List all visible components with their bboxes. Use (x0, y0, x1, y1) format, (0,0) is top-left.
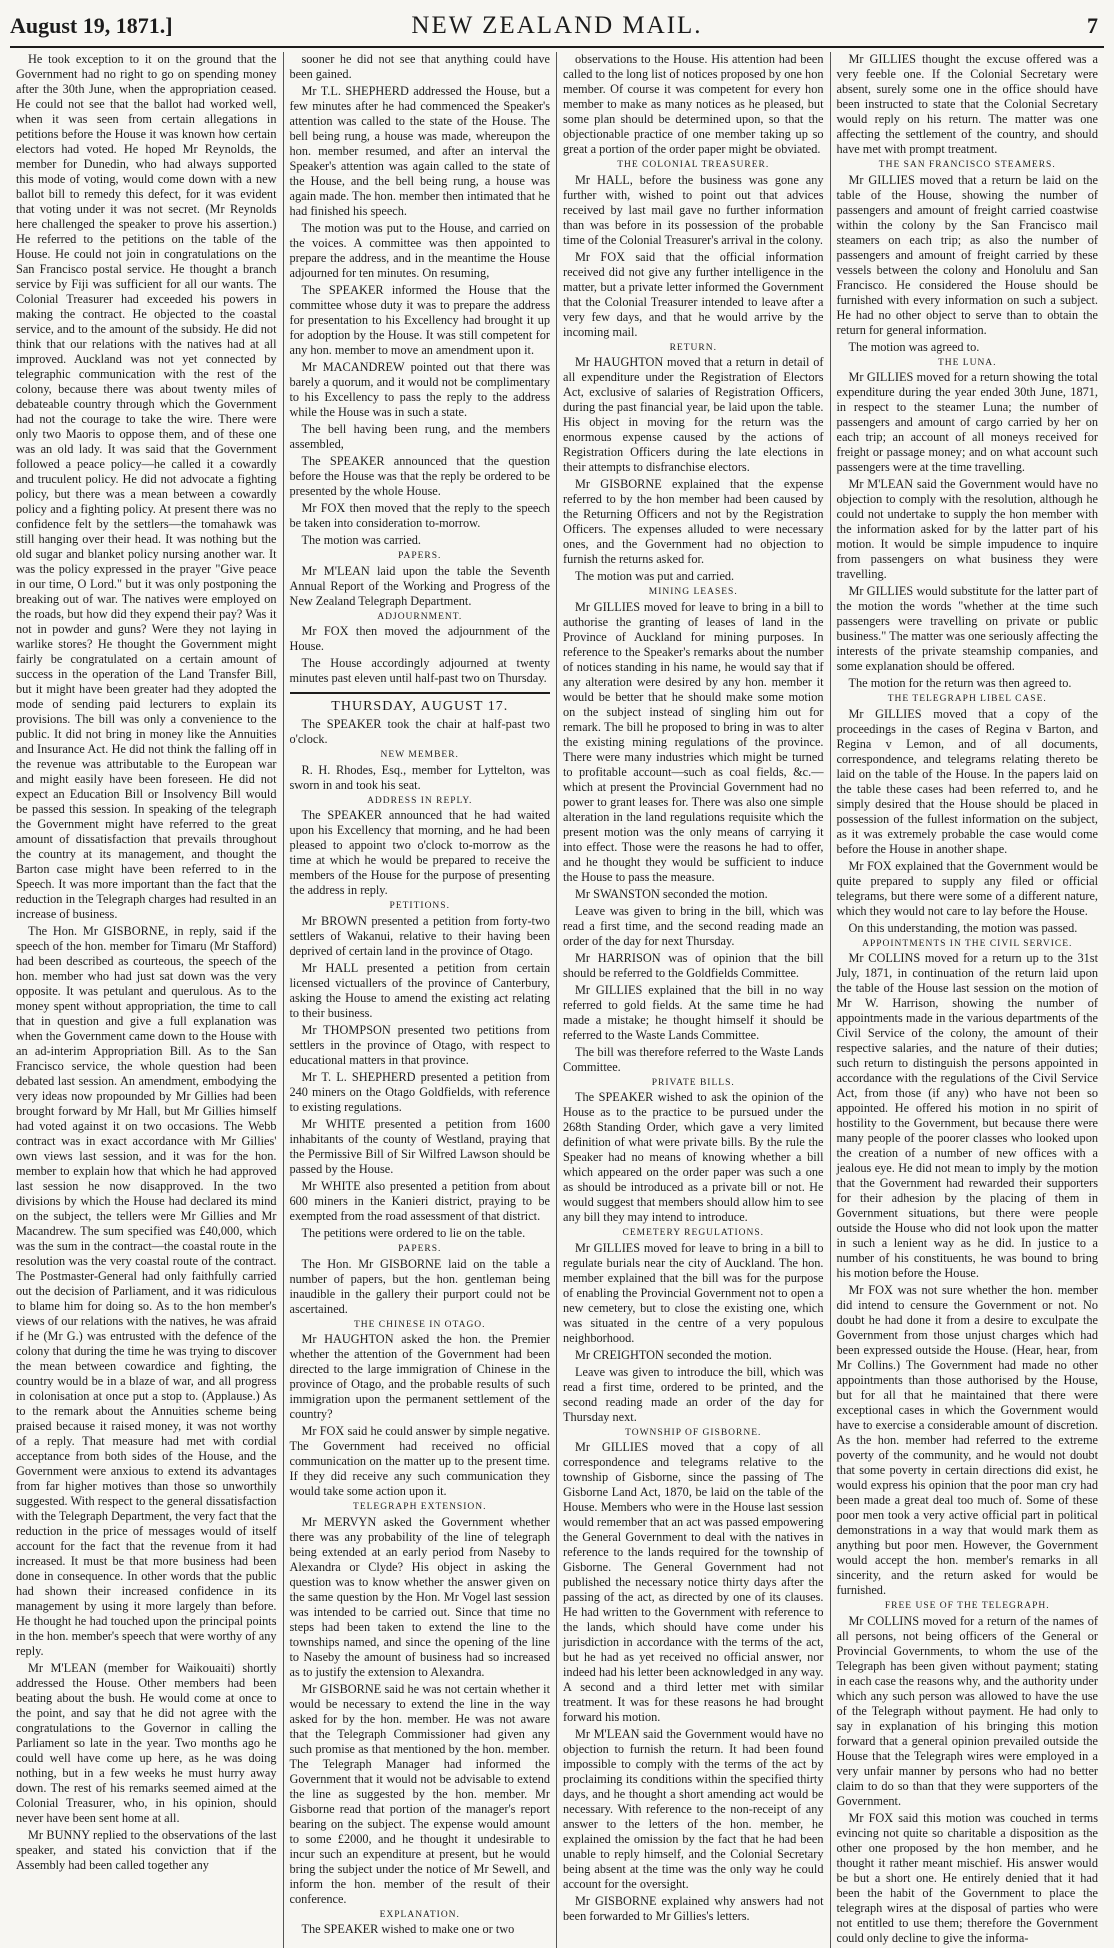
paragraph: Mr GILLIES moved that a return be laid on the table of the House, showing the number of passengers and amount of freight carried coastwise within the colony by the San Francisco mail steamers on each trip; as also the number of passengers and amount of freight carried by these vessels between the colony and Honolulu and San Francisco. He considered the House should be furnished with every information on such a subject. He had no other object to serve than to obtain the return for general information. (836, 172, 1098, 337)
paragraph: Mr M'LEAN laid upon the table the Seventh Annual Report of the Working and Progress of the New Zealand Telegraph Department. (289, 563, 550, 608)
paragraph: Mr COLLINS moved for a return of the names of all persons, not being officers of the General or Provincial Governments, to whom the use of the Telegraph has been given without payment; stating in each case the reasons why, and the authority under which any such person was allowed to have the use of the Telegraph without payment. He had only to say in explanation of his bringing this motion forward that a general opinion prevailed outside the House that the Telegraph wires were employed in a very unfair manner by persons who had no better claim to do so than that they were supporters of the Government. (836, 1613, 1098, 1808)
paragraph: Mr BROWN presented a petition from forty-two settlers of Wakanui, relative to their having been deprived of certain land in the province of Otago. (289, 913, 550, 958)
paragraph: Mr CREIGHTON seconded the motion. (575, 1347, 772, 1362)
paragraph: The Hon. Mr GISBORNE laid on the table a number of papers, but the hon. gentleman being inaudible in the gallery their purport could not be ascertained. (289, 1256, 550, 1316)
masthead (10, 6, 1104, 48)
section-heading: NEW MEMBER. (380, 750, 459, 761)
paragraph: The bill was therefore referred to the Waste Lands Committee. (563, 1044, 824, 1074)
section-heading: PETITIONS. (389, 901, 450, 912)
paragraph: Mr BUNNY replied to the observations of the last speaker, and stated his conviction that if the Assembly had been called together any (16, 1828, 277, 1872)
section-heading: THE COLONIAL TREASURER. (617, 160, 770, 170)
paragraph: Mr GILLIES thought the excuse offered was a very feeble one. If the Colonial Secretary were absent, surely some one in the office should have been instructed to state that the Colonial Secretary would reply on his return. The matter was one affecting the settlement of the country, and should have met with prompt treatment. (836, 52, 1098, 156)
paragraph: sooner he did not see that anything could have been gained. (289, 52, 550, 81)
section-heading: PAPERS. (398, 551, 442, 561)
paragraph: The petitions were ordered to lie on the table. (301, 1225, 526, 1240)
paragraph: The motion was put to the House, and carried on the voices. A committee was then appointed to prepare the address, and in the meantime the House adjourned for ten minutes. On resuming, (289, 221, 550, 280)
paragraph: R. H. Rhodes, Esq., member for Lyttelton, was sworn in and took his seat. (289, 762, 550, 792)
paragraph: He took exception to it on the ground that the Government had no right to go on spending money after the 30th June, when the appropriation ceased. He could not see that the ballot had worked well, when it was seen from certain allegations in petitions before the House it was known how certain electors had voted. He hoped Mr Reynolds, the member for Dunedin, who had always supported this mode of voting, would come down with a new ballot bill to remedy this defect, for it was evident that voting under it was not secret. (Mr Reynolds here challenged the speaker to prove his assertion.) He referred to the petitions on the table of the House. He could not join in congratulations on the San Francisco postal service. He thought a branch service by Fiji was sufficient for all our wants. The Colonial Treasurer had exceeded his powers in making the contract. He objected to the coastal service, and to the amount of the subsidy. He did not think that our relations with the natives had at all improved. Auckland was not yet connected by telegraphic communication with the rest of the colony, because there was about twenty miles of debateable country through which the Government had not the courage to take the wire. There were only two Maoris to oppose them, and of these one was an old lady. It was said that the Government followed a peace policy—he called it a cowardly and truculent policy. He did not advocate a fighting policy, but there was a mean between a cowardly policy and a fighting policy. At present there was no confidence felt by the settlers—the tomahawk was still hanging over their head. It was nothing but the old sugar and blanket policy nursing another war. It was the policy expressed in the prayer "Give peace in our time, O Lord." but it was only postponing the breaking out of war. The natives were employed on the roads, but how did they expend their pay? Was it not in powder and guns? Were they not laying in warlike stores? He thought the Government might fairly be congratulated on a certain amount of success in the operation of the Land Transfer Bill, but it might have been greater had they adopted the mode of sending paid lecturers to explain its provisions. The bill was only a convenience to the public. It did not bring in money like the Annuities and Insurance Act. He did not think the falling off in the revenue was attributable to the European war and might easily have been foreseen. He did not expect an Education Bill or Insolvency Bill would be passed this session. In speaking of the telegraph the Government might have referred to the great amount of dissatisfaction that prevails throughout the country at its management, and thought the Barton case might have been referred to in the Speech. It was more important than the fact that the reduction in the Telegraph charges had resulted in an increase of business. (16, 52, 277, 921)
column-3 (557, 52, 831, 1948)
paragraph: On this understanding, the motion was passed. (848, 920, 1078, 935)
paragraph: Mr T. L. SHEPHERD presented a petition from 240 miners on the Otago Goldfields, with reference to existing regulations. (289, 1069, 550, 1114)
paragraph: The SPEAKER informed the House that the committee whose duty it was to prepare the address for presentation to his Excellency had brought it up for adoption by the House. It was still competent for any hon. member to move an amendment upon it. (289, 283, 550, 357)
paragraph: Mr FOX explained that the Government would be quite prepared to supply any filed or official telegrams, but there were some of a different nature, which they would not care to lay before the House. (836, 858, 1098, 918)
paragraph: Mr GILLIES moved for a return showing the total expenditure during the year ended 30th June, 1871, in respect to the steamer Luna; the number of passengers and amount of cargo carried by her on each trip; an account of all moneys received for freight or passage money; and on what account such passengers were at the time travelling. (836, 370, 1098, 475)
paragraph: Mr HARRISON was of opinion that the bill should be referred to the Goldfields Committee. (563, 950, 824, 980)
paragraph: Leave was given to bring in the bill, which was read a first time, and the second reading made an order of the day for next Thursday. (563, 903, 824, 948)
paragraph: The SPEAKER took the chair at half-past two o'clock. (289, 717, 550, 747)
paragraph: The motion was put and carried. (575, 569, 735, 584)
column-2 (284, 52, 558, 1948)
section-heading: TELEGRAPH EXTENSION. (353, 1502, 487, 1513)
paragraph: Mr WHITE presented a petition from 1600 inhabitants of the county of Westland, praying that the Permissive Bill of Sir Wilfred Lawson should be passed by the House. (289, 1116, 550, 1176)
paragraph: Mr GILLIES moved for leave to bring in a bill to regulate burials near the city of Auckland. The hon. member explained that the bill was for the purpose of enabling the Provincial Government not to open a new cemetery, but to close the existing one, which was situated in the centre of a very populous neighborhood. (563, 1240, 824, 1345)
column-4 (831, 52, 1105, 1948)
section-heading: THE CHINESE IN OTAGO. (353, 1319, 486, 1330)
paragraph: The bell having been rung, and the members assembled, (289, 422, 550, 451)
paragraph: observations to the House. His attention had been called to the long list of notices proposed by one hon member. Of course it was competent for every hon member to make as many notices as he pleased, but some plan should be determined upon, so that the objectionable practice of one member taking up so great a portion of the order paper might be obviated. (563, 52, 824, 156)
section-heading: APPOINTMENTS IN THE CIVIL SERVICE. (862, 938, 1073, 949)
paragraph: Mr FOX then moved that the reply to the speech be taken into consideration to-morrow. (289, 501, 550, 530)
issue-date: August 19, 1871.] (10, 13, 173, 38)
section-heading: CEMETERY REGULATIONS. (622, 1228, 764, 1239)
newspaper-title: NEW ZEALAND MAIL. (411, 12, 703, 39)
paragraph: Mr T.L. SHEPHERD addressed the House, but a few minutes after he had commenced the Speaker's attention was called to the state of the House. The bell being rung, a house was made, whereupon the hon. member resumed, and after an interval the Speaker's attention was again called to the state of the House, and the bell being rung, a house was again made. The hon. member then intimated that he had finished his speech. (289, 84, 550, 218)
paragraph: Mr GILLIES moved that a copy of all correspondence and telegrams relative to the township of Gisborne, since the passing of The Gisborne Land Act, 1870, be laid on the table of the House. Members who were in the House last session would remember that an act was passed empowering the General Government to deal with the natives in reference to the lands required for the township of Gisborne. The General Government had not published the necessary notice thirty days after the passing of the act, as directed by one of its clauses. He had written to the Government with reference to the lands, which should have come under his jurisdiction in accordance with the terms of the act, but he had as yet received no official answer, nor indeed had his letter been acknowledged in any way. A second and a third letter met with similar treatment. It was for these reasons he had brought forward his motion. (563, 1440, 824, 1725)
paragraph: Mr FOX said that the official information received did not give any further intelligence in the matter, but a private letter informed the Government that the Colonial Treasurer intended to leave after a very few days, and that he would arrive by the incoming mail. (563, 249, 824, 339)
paragraph: Mr HAUGHTON moved that a return in detail of all expenditure under the Registration of Electors Act, exclusive of salaries of Registration Officers, during the past financial year, be laid upon the table. His object in moving for the return was the enormous expense caused by the actions of Registration Officers during the late elections in their attempts to disfranchise electors. (563, 355, 824, 475)
paragraph: Mr M'LEAN said the Government would have no objection to comply with the resolution, although he could not undertake to supply the hon member with the information asked for by the latter part of his motion. It would be simple impudence to inquire from passengers on what business they were travelling. (836, 477, 1098, 582)
paragraph: Leave was given to introduce the bill, which was read a first time, ordered to be printed, and the second reading made an order of the day for Thursday next. (563, 1364, 824, 1424)
paragraph: Mr WHITE also presented a petition from about 600 miners in the Kanieri district, praying to be exempted from the road assessment of that district. (289, 1178, 550, 1223)
paragraph: Mr THOMPSON presented two petitions from settlers in the province of Otago, with respect to educational matters in that province. (289, 1022, 550, 1067)
section-heading: THE TELEGRAPH LIBEL CASE. (887, 694, 1047, 705)
article-columns (10, 52, 1104, 1945)
paragraph: Mr GISBORNE explained that the expense referred to by the hon member had been caused by the Returning Officers and not by the Registration Officers. The expenses alluded to were necessary ones, and the Government had no objection to furnish the returns asked for. (563, 477, 824, 567)
paragraph: Mr COLLINS moved for a return up to the 31st July, 1871, in continuation of the return laid upon the table of the House last session on the motion of Mr W. Harrison, showing the number of appointments made in the various departments of the Civil Service of the colony, the amount of their respective salaries, and the nature of their duties; such return to distinguish the persons appointed in accordance with the regulations of the Civil Service Act, from those (if any) who have not been so appointed. He offered his motion in no spirit of hostility to the Government, but because there were many people of the poorer classes who looked upon the creation of a number of new offices with a jealous eye. He did not mean to imply by the motion that the Government had rewarded their supporters for their adhesion by the placing of them in Government situations, but there were people outside the House who did not look upon the matter in such a lenient way as he did. In justice to a number of his constituents, he was bound to bring his motion before the House. (836, 951, 1098, 1281)
paragraph: Mr GISBORNE explained why answers had not been forwarded to Mr Gillies's letters. (563, 1894, 824, 1924)
section-heading: ADDRESS IN REPLY. (367, 795, 473, 806)
section-heading: FREE USE OF THE TELEGRAPH. (884, 1601, 1050, 1612)
paragraph: Mr FOX said he could answer by simple negative. The Government had received no official communication on the matter up to the present time. If they did receive any such communication they would take some action upon it. (289, 1424, 550, 1499)
paragraph: Mr GILLIES explained that the bill in no way referred to gold fields. At the same time he had made a mistake; he thought himself it should be referred to the Waste Lands Committee. (563, 982, 824, 1042)
paragraph: Mr GILLIES moved for leave to bring in a bill to authorise the granting of leases of land in the Province of Auckland for mining purposes. In reference to the Speaker's remarks about the number of notices standing in his name, he would say that if any alteration were desired by any hon. member it would be better that he should make some motion on the subject instead of singling him out for remark. The bill he proposed to bring in was to alter the existing mining regulations of the province. There were many industries which might be turned to profitable account—such as coal fields, &c.—which at present the Provincial Government had no power to grant leases for. There was also one simple alteration in the land regulations requisite which the present motion was the only means of carrying it into effect. Those were the reasons he had to offer, and he thought they would be sufficient to induce the House to pass the measure. (563, 599, 824, 884)
paragraph: Mr HAUGHTON asked the hon. the Premier whether the attention of the Government had been directed to the large immigration of Chinese in the province of Otago, and the probable results of such immigration upon the permanent settlement of the country? (289, 1332, 550, 1422)
paragraph: Mr SWANSTON seconded the motion. (575, 886, 768, 901)
date-heading: THURSDAY, AUGUST 17. (290, 692, 551, 715)
paragraph: Mr M'LEAN said the Government would have no objection to furnish the return. It had been found impossible to comply with the terms of the act by proclaiming its conditions within the specified thirty days, and he thought a short amending act would be necessary. With reference to the non-receipt of any answer to the letters of the hon. member, he explained the omission by the fact that he had been unable to reply himself, and the Colonial Secretary being absent at the time was the only way he could account for the oversight. (563, 1727, 824, 1892)
paragraph: The SPEAKER wished to make one or two (301, 1922, 515, 1937)
paragraph: Mr FOX then moved the adjournment of the House. (289, 624, 550, 654)
paragraph: The motion was carried. (301, 533, 422, 547)
paragraph: The SPEAKER announced that he had waited upon his Excellency that morning, and he had been pleased to appoint two o'clock to-morrow as the time at which he would be prepared to receive the members of the House for the purpose of presenting the address in reply. (289, 808, 550, 898)
paragraph: Mr FOX said this motion was couched in terms evincing not quite so charitable a disposition as the other one proposed by the hon member, and he thought it rather meant mischief. His answer would be but a short one. He entirely denied that it had been the habit of the Government to place the telegraph wires at the disposal of parties who were not entitled to use them; therefore the Government could only decline to give the informa- (836, 1810, 1098, 1945)
section-heading: MINING LEASES. (648, 587, 738, 598)
paragraph: Mr HALL, before the business was gone any further with, wished to point out that advices received by last mail gave no further information than was before in its possession of the probable time of the Colonial Treasurer's arrival in the colony. (563, 172, 824, 247)
section-heading: PAPERS. (398, 1243, 442, 1254)
section-heading: EXPLANATION. (379, 1909, 460, 1920)
paragraph: The motion was agreed to. (848, 339, 980, 354)
paragraph: The SPEAKER announced that the question before the House was that the reply be ordered to be presented by the whole House. (289, 454, 550, 498)
section-heading: TOWNSHIP OF GISBORNE. (625, 1427, 762, 1438)
section-heading: RETURN. (669, 342, 717, 353)
paragraph: The House accordingly adjourned at twenty minutes past eleven until half-past two on Thursday. (289, 656, 550, 686)
section-heading: THE SAN FRANCISCO STEAMERS. (878, 160, 1056, 170)
paragraph: Mr HALL presented a petition from certain licensed victuallers of the province of Canterbury, asking the House to amend the existing act relating to their business. (289, 960, 550, 1020)
paragraph: Mr GILLIES would substitute for the latter part of the motion the words "whether at the time such passengers were travelling on private or public business." The matter was one seriously affecting the interests of the private steamship companies, and some explanation should be offered. (836, 584, 1098, 674)
section-heading: THE LUNA. (937, 357, 997, 368)
paragraph: The motion for the return was then agreed to. (848, 676, 1072, 691)
column-1 (10, 52, 284, 1948)
paragraph: Mr MERVYN asked the Government whether there was any probability of the line of telegraph being extended at an early period from Naseby to Alexandra or Clyde? His object in asking the question was to know whether the answer given on the same question by the Hon. Mr Vogel last session was intended to be carried out. Since that time no steps had been taken to extend the line to the townships named, and since the opening of the line to Naseby the amount of business had so increased as to justify the extension to Alexandra. (289, 1514, 550, 1679)
section-heading: ADJOURNMENT. (377, 611, 463, 622)
paragraph: Mr GISBORNE said he was not certain whether it would be necessary to extend the line in the way asked for by the hon. member. He was not aware that the Telegraph Commissioner had given any such promise as that mentioned by the hon. member. The Telegraph Manager had informed the Government that it would not be advisable to extend the line as suggested by the hon. member. Mr Gisborne read that portion of the manager's report bearing on the subject. The expense would amount to some £2000, and he thought it undesirable to incur such an expenditure at present, but he would bring the subject under the notice of Mr Sewell, and inform the hon. member of the result of their conference. (289, 1681, 550, 1906)
paragraph: Mr GILLIES moved that a copy of the proceedings in the cases of Regina v Barton, and Regina v Lemon, and of all documents, correspondence, and telegrams relating thereto be laid on the table of the House. In the papers laid on the table these cases had been referred to, and he simply desired that the House should be placed in possession of the fullest information on the subject, as it was extremely probable the case would come before the House in another shape. (836, 706, 1098, 856)
page-number: 7 (1087, 13, 1098, 38)
paragraph: Mr FOX was not sure whether the hon. member did intend to censure the Government or not. No doubt he had done it from a desire to exculpate the Government from those unjust charges which had been expressed outside the House. (Hear, hear, from Mr Collins.) The Government had made no other appointments than those authorised by the House, but for all that he maintained that there were exceptional cases in which the Government would have to exercise a considerable amount of discretion. As the hon. member had referred to the extreme poverty of the community, and he would not doubt that some poverty in certain directions did exist, he would express his opinion that the poor man cry had been made a great deal too much of. Some of these poor men took a very active official part in political demonstrations in a way that would mark them as anything but poor men. However, the Government would accept the hon. member's remarks in all sincerity, and the return asked for would be furnished. (836, 1283, 1098, 1598)
paragraph: The Hon. Mr GISBORNE, in reply, said if the speech of the hon. member for Timaru (Mr Stafford) had been described as courteous, the speech of the hon. member who had just sat down was the very opposite. It was petulant and querulous. As to the money spent without appropriation, the time to call that in question and give a full explanation was when the Government came down to the House with an ad-interim Appropriation Bill. As to the San Francisco service, the whole question had been debated last session. An amendment, embodying the very ideas now propounded by Mr Gillies had been brought forward by Mr Hall, but Mr Gillies himself had voted against it on two occasions. The Webb contract was in exact accordance with Mr Gillies' own views last session, and it was for the hon. member to explain how that which he had approved last session he now disapproved. In the two divisions by which the House had declared its mind on the subject, the tellers were Mr Gillies and Mr Macandrew. The sum specified was £40,000, which was the sum in the contract—the coastal route in the resolution was the very coastal route of the contract. The Postmaster-General had only faithfully carried out the decision of Parliament, and it was ridiculous to blame him for doing so. As to the hon member's views of our relations with the natives, he was afraid if he (Mr G.) was entrusted with the defence of the colony that during the time he was trying to discover the mean between cowardice and fighting, the country would be in a blaze of war, and all progress in colonisation at once put a stop to. (Applause.) As to the remark about the Annuities scheme being praised because it raised money, it was not worthy of a reply. That measure had met with cordial acceptance from both sides of the House, and the Government were anxious to extend its advantages from far higher motives than those so unworthily suggested. With respect to the general dissatisfaction with the Telegraph Department, the very fact that the reduction in the price of messages would of itself account for the fact that the revenue from it had increased. It must be that more business had been done in consequence. In other words that the public had shown their increased confidence in its management by using it more largely than before. He thought he had touched upon the principal points in the hon. member's speech that were worthy of any reply. (16, 924, 277, 1658)
paragraph: Mr MACANDREW pointed out that there was barely a quorum, and it would not be complimentary to his Excellency to pass the reply to the address while the House was in such a state. (289, 360, 550, 419)
section-heading: PRIVATE BILLS. (651, 1077, 735, 1088)
paragraph: Mr M'LEAN (member for Waikouaiti) shortly addressed the House. Other members had been beating about the bush. He would come at once to the point, and say that he did not agree with the congratulations to the Governor in calling the Parliament so late in the year. Two months ago he could well have come up here, as he was doing nothing, but in a few weeks he must hurry away down. The rest of his remarks seemed aimed at the Colonial Treasurer, who, in his opinion, should never have been sent home at all. (16, 1661, 277, 1825)
paragraph: The SPEAKER wished to ask the opinion of the House as to the practice to be pursued under the 268th Standing Order, which gave a very limited definition of what were private bills. By the rule the Speaker had no means of knowing whether a bill which appeared on the order paper was such a one as should be introduced as a private bill or not. He would suggest that members should allow him to see any bill they may intend to introduce. (563, 1090, 824, 1225)
